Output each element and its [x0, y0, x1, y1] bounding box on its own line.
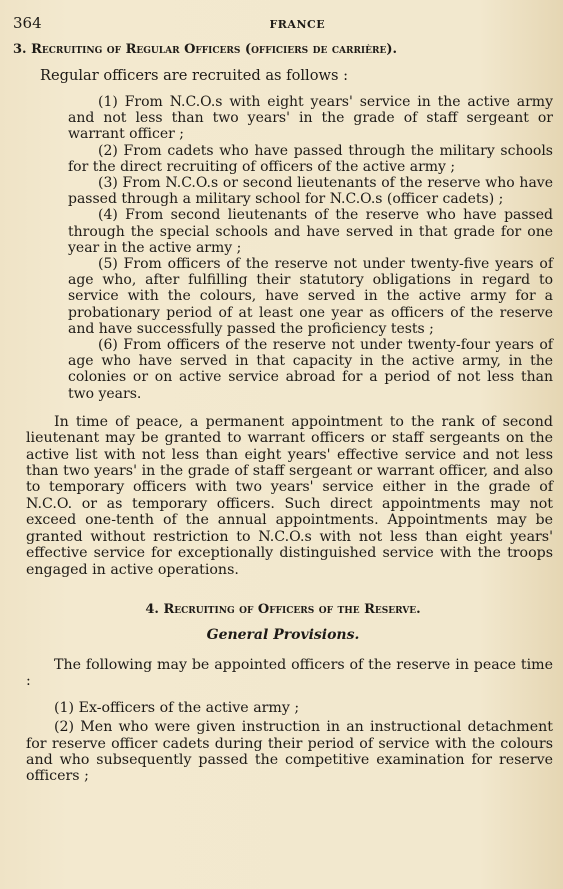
section-4-subheading: General Provisions. — [206, 626, 360, 643]
list-item: (1) From N.C.O.s with eight years' service in the active army and not less than two years' in the grade of staff sergeant or warrant officer ; — [68, 94, 553, 143]
running-head: FRANCE — [269, 18, 326, 31]
peace-time-paragraph: In time of peace, a permanent appointment to the rank of second lieutenant may be granted to warrant officers or staff sergeants on the active list with not less than eight years' effective service and not less than two years' in the grade of staff sergeant or warrant officer, and also to temporary officers with two years' service either in the grade of N.C.O. or as temporary officers. Such direct appointments may not exceed one-tenth of the annual appointments. Appointments may be granted without restriction to N.C.O.s with not less than eight years' effective service for exceptionally distinguished service with the troops engaged in active operations. — [26, 413, 553, 578]
list-item: (5) From officers of the reserve not under twenty-five years of age who, after fulfilling their statutory obligations in regard to service with the colours, have served in the active army for a probationary period of at least one year as officers of the reserve and have successfully passed the proficiency tests ; — [68, 256, 553, 337]
list-item: (2) Men who were given instruction in an instructional detachment for reserve officer cadets during their period of service with the colours and who subsequently passed the competitive examination for reserve officers ; — [26, 719, 553, 785]
section-4-list — [26, 700, 553, 785]
page-header — [13, 14, 553, 32]
section-3-list — [68, 94, 553, 402]
list-item: (2) From cadets who have passed through the military schools for the direct recruiting of officers of the active army ; — [68, 142, 553, 175]
list-item: (4) From second lieutenants of the reserve who have passed through the special schools and have served in that grade for one year in the active army ; — [68, 207, 553, 256]
list-item: (3) From N.C.O.s or second lieutenants of the reserve who have passed through a military school for N.C.O.s (officer cadets) ; — [68, 175, 553, 208]
section-3-intro: Regular officers are recruited as follows : — [40, 67, 349, 84]
section-4-intro: The following may be appointed officers of the reserve in peace time : — [26, 656, 553, 690]
list-item: (1) Ex-officers of the active army ; — [54, 699, 300, 716]
section-4-heading: 4. Recruiting of Officers of the Reserve. — [145, 601, 421, 617]
page-number: 364 — [13, 14, 42, 32]
section-3-heading: 3. Recruiting of Regular Officers (officiers de carrière). — [13, 42, 398, 57]
list-item: (6) From officers of the reserve not under twenty-four years of age who have served in that capacity in the active army, in the colonies or on active service abroad for a period of not less than two years. — [68, 337, 553, 402]
